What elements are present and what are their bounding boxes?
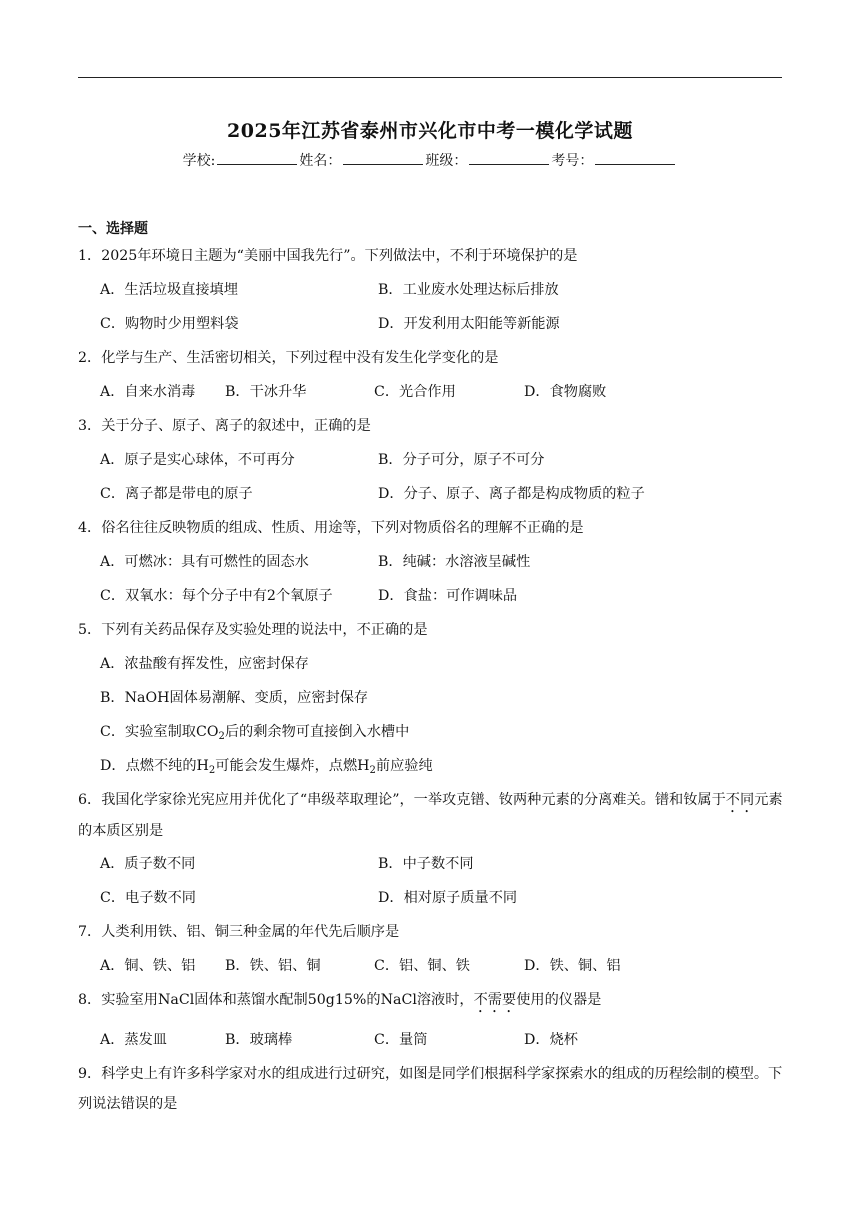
option: A．铜、铁、铝 <box>100 958 196 974</box>
option: C．离子都是带电的原子 <box>100 486 253 502</box>
question-stem: 8．实验室用NaCl固体和蒸馏水配制50g15%的NaCl溶液时，不需要使用的仪器是 <box>78 992 602 1008</box>
option: C．量筒 <box>374 1032 428 1048</box>
student-info-line <box>0 150 860 170</box>
exam-no-blank <box>595 152 675 165</box>
option-row <box>78 450 784 470</box>
question-stem: 5．下列有关药品保存及实验处理的说法中，不正确的是 <box>78 622 428 638</box>
option: A．浓盐酸有挥发性，应密封保存 <box>100 656 309 672</box>
school-blank <box>217 152 297 165</box>
option-row <box>78 1030 784 1050</box>
header-rule <box>78 77 782 78</box>
option: A．可燃冰：具有可燃性的固态水 <box>100 554 309 570</box>
emphasis-not-needed: 不需要 <box>473 992 517 1008</box>
option-row <box>78 314 784 334</box>
question-stem: 1．2025年环境日主题为“美丽中国我先行”。下列做法中，不利于环境保护的是 <box>78 248 578 264</box>
option: B．铁、铝、铜 <box>225 958 321 974</box>
option: D．相对原子质量不同 <box>378 890 518 906</box>
option: B．NaOH固体易潮解、变质，应密封保存 <box>100 690 369 706</box>
option-row <box>78 552 784 572</box>
option: D．烧杯 <box>524 1032 578 1048</box>
question-stem: 2．化学与生产、生活密切相关，下列过程中没有发生化学变化的是 <box>78 350 499 366</box>
option: C．购物时少用塑料袋 <box>100 316 239 332</box>
option-d-h2: D．点燃不纯的$H_2$可能会发生爆炸，点燃$H_2$前应验纯 <box>100 758 433 776</box>
option-row <box>78 586 784 606</box>
question-stem: 7．人类利用铁、铝、铜三种金属的年代先后顺序是 <box>78 924 400 940</box>
option-row <box>78 484 784 504</box>
option: D．食盐：可作调味品 <box>378 588 518 604</box>
option-row <box>78 854 784 874</box>
option: B．工业废水处理达标后排放 <box>378 282 559 298</box>
option: B．纯碱：水溶液呈碱性 <box>378 554 531 570</box>
option: A．生活垃圾直接填埋 <box>100 282 238 298</box>
option: B．中子数不同 <box>378 856 474 872</box>
name-blank <box>343 152 423 165</box>
page-title: 2025年江苏省泰州市兴化市中考一模化学试题 <box>227 120 633 142</box>
class-label: 班级： <box>425 153 468 169</box>
option: C．铝、铜、铁 <box>374 958 470 974</box>
option: B．玻璃棒 <box>225 1032 293 1048</box>
option: D．食物腐败 <box>524 384 607 400</box>
question-stem: 9．科学史上有许多科学家对水的组成进行过研究，如图是同学们根据科学家探索水的组成的历程绘制的模型。下列说法错误的是 <box>78 1066 783 1112</box>
question-stem: 6．我国化学家徐光宪应用并优化了“串级萃取理论”，一举攻克镨、钕两种元素的分离难关。镨和钕属于不同元素的本质区别是 <box>78 792 783 839</box>
option: A．原子是实心球体，不可再分 <box>100 452 295 468</box>
option-row <box>78 280 784 300</box>
option: A．质子数不同 <box>100 856 196 872</box>
emphasis-not: 不 <box>725 792 740 808</box>
option: B．分子可分，原子不可分 <box>378 452 545 468</box>
option: C．双氧水：每个分子中有2个氧原子 <box>100 588 333 604</box>
option: A．自来水消毒 <box>100 384 196 400</box>
name-label: 姓名： <box>299 153 342 169</box>
option: D．开发利用太阳能等新能源 <box>378 316 560 332</box>
option: C．电子数不同 <box>100 890 196 906</box>
option: C．光合作用 <box>374 384 456 400</box>
option: A．蒸发皿 <box>100 1032 167 1048</box>
option-row <box>78 382 784 402</box>
section-title: 一、选择题 <box>78 221 148 237</box>
option-row <box>78 888 784 908</box>
option-c-co2: C．实验室制取$CO_2$后的剩余物可直接倒入水槽中 <box>100 724 410 742</box>
option-row <box>78 956 784 976</box>
emphasis-tong: 同 <box>740 792 755 808</box>
question-list <box>78 219 784 1127</box>
school-label: 学校: <box>182 153 216 169</box>
option: B．干冰升华 <box>225 384 307 400</box>
option: D．铁、铜、铝 <box>524 958 621 974</box>
question-stem: 4．俗名往往反映物质的组成、性质、用途等，下列对物质俗名的理解不正确的是 <box>78 520 584 536</box>
exam-no-label: 考号： <box>551 153 594 169</box>
question-stem: 3．关于分子、原子、离子的叙述中，正确的是 <box>78 418 371 434</box>
class-blank <box>469 152 549 165</box>
option: D．分子、原子、离子都是构成物质的粒子 <box>378 486 645 502</box>
